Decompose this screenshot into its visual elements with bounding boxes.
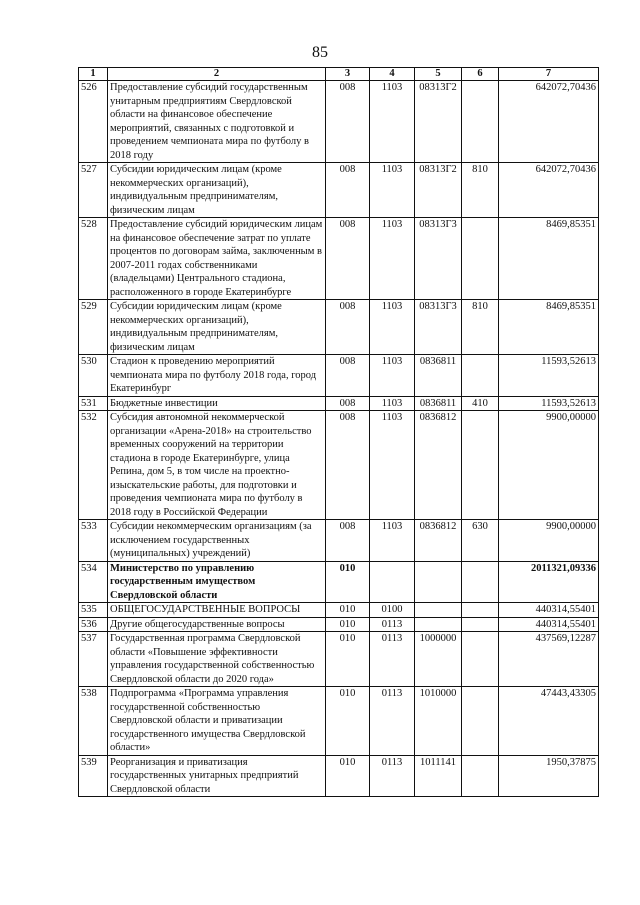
section-code: 1103 [370,396,415,411]
row-name: Государственная программа Свердловской области «Повышение эффективности управления государственной собственностью Свердловской области до 2020 года» [108,632,326,687]
col-header-2: 2 [108,68,326,81]
target-article-code: 0836811 [415,396,462,411]
target-article-code: 1011141 [415,755,462,797]
row-amount: 440314,55401 [499,617,599,632]
section-code: 0113 [370,755,415,797]
target-article-code: 08313Г3 [415,300,462,355]
col-header-6: 6 [462,68,499,81]
expense-type-code [462,81,499,163]
target-article-code: 0836812 [415,411,462,520]
target-article-code: 08313Г2 [415,81,462,163]
row-number: 529 [79,300,108,355]
table-row [79,218,599,300]
row-number: 531 [79,396,108,411]
row-amount: 11593,52613 [499,396,599,411]
row-number: 536 [79,617,108,632]
expense-type-code [462,617,499,632]
target-article-code: 1010000 [415,687,462,756]
row-amount: 8469,85351 [499,218,599,300]
table-row [79,163,599,218]
header-row [79,68,599,81]
ministry-code: 008 [326,163,370,218]
target-article-code: 08313Г3 [415,218,462,300]
ministry-code: 010 [326,632,370,687]
expense-type-code [462,687,499,756]
row-name: Субсидии юридическим лицам (кроме некоммерческих организаций), индивидуальным предпринимателям, физическим лицам [108,300,326,355]
row-name: Реорганизация и приватизация государственных унитарных предприятий Свердловской области [108,755,326,797]
row-amount: 47443,43305 [499,687,599,756]
row-number: 534 [79,561,108,603]
row-amount: 11593,52613 [499,355,599,397]
ministry-code: 010 [326,561,370,603]
ministry-code: 010 [326,755,370,797]
row-amount: 9900,00000 [499,411,599,520]
ministry-code: 008 [326,300,370,355]
row-name: Субсидия автономной некоммерческой организации «Арена-2018» на строительство временных сооружений на территории стадиона в городе Екатеринбурге, улица Репина, дом 5, в том числе на проектно-изыскательские работы, для подготовки и проведения чемпионата мира по футболу в 2018 году в Российской Федерации [108,411,326,520]
row-name: Стадион к проведению мероприятий чемпионата мира по футболу 2018 года, город Екатеринбург [108,355,326,397]
section-code: 1103 [370,520,415,562]
row-number: 530 [79,355,108,397]
row-number: 538 [79,687,108,756]
section-code: 0113 [370,687,415,756]
row-amount: 437569,12287 [499,632,599,687]
row-name: Бюджетные инвестиции [108,396,326,411]
section-code: 1103 [370,411,415,520]
section-code: 1103 [370,300,415,355]
expense-type-code: 810 [462,163,499,218]
col-header-1: 1 [79,68,108,81]
expense-type-code [462,561,499,603]
expense-type-code: 410 [462,396,499,411]
section-code: 0113 [370,632,415,687]
row-number: 532 [79,411,108,520]
ministry-code: 008 [326,218,370,300]
row-name: Предоставление субсидий государственным унитарным предприятиям Свердловской области на финансовое обеспечение мероприятий, связанных с подготовкой и проведением чемпионата мира по футболу в 2018 году [108,81,326,163]
table-row [79,396,599,411]
row-number: 539 [79,755,108,797]
col-header-7: 7 [499,68,599,81]
expense-type-code [462,632,499,687]
section-code: 1103 [370,355,415,397]
row-amount: 9900,00000 [499,520,599,562]
ministry-code: 010 [326,603,370,618]
row-amount: 440314,55401 [499,603,599,618]
row-number: 537 [79,632,108,687]
target-article-code: 1000000 [415,632,462,687]
target-article-code [415,603,462,618]
col-header-5: 5 [415,68,462,81]
row-number: 535 [79,603,108,618]
target-article-code: 0836811 [415,355,462,397]
table-row [79,617,599,632]
row-name: Субсидии юридическим лицам (кроме некоммерческих организаций), индивидуальным предпринимателям, физическим лицам [108,163,326,218]
row-number: 528 [79,218,108,300]
expense-type-code: 630 [462,520,499,562]
row-amount: 642072,70436 [499,163,599,218]
col-header-3: 3 [326,68,370,81]
section-code: 1103 [370,163,415,218]
row-amount: 8469,85351 [499,300,599,355]
section-code: 1103 [370,218,415,300]
ministry-code: 010 [326,687,370,756]
table-row [79,632,599,687]
table-row [79,603,599,618]
target-article-code: 0836812 [415,520,462,562]
section-code: 0113 [370,617,415,632]
row-name: Субсидии некоммерческим организациям (за исключением государственных (муниципальных) учреждений) [108,520,326,562]
table-row [79,355,599,397]
page-number: 85 [312,44,328,61]
table-row [79,81,599,163]
row-amount: 1950,37875 [499,755,599,797]
row-amount: 642072,70436 [499,81,599,163]
row-number: 526 [79,81,108,163]
row-number: 533 [79,520,108,562]
expense-type-code [462,355,499,397]
ministry-code: 008 [326,355,370,397]
table-row [79,561,599,603]
expense-type-code: 810 [462,300,499,355]
section-code [370,561,415,603]
expense-type-code [462,411,499,520]
ministry-code: 010 [326,617,370,632]
table-row [79,687,599,756]
expense-type-code [462,603,499,618]
row-name: Подпрограмма «Программа управления государственной собственностью Свердловской области и приватизации государственного имущества Свердловской области» [108,687,326,756]
ministry-code: 008 [326,396,370,411]
row-name: Министерство по управлению государственным имуществом Свердловской области [108,561,326,603]
section-code: 0100 [370,603,415,618]
table-row [79,755,599,797]
ministry-code: 008 [326,520,370,562]
row-amount: 2011321,09336 [499,561,599,603]
section-code: 1103 [370,81,415,163]
col-header-4: 4 [370,68,415,81]
ministry-code: 008 [326,411,370,520]
ministry-code: 008 [326,81,370,163]
expense-type-code [462,755,499,797]
row-name: Предоставление субсидий юридическим лицам на финансовое обеспечение затрат по уплате процентов по договорам займа, заключенным в 2007-2011 годах собственниками (владельцами) Центрального стадиона, расположенного в городе Екатеринбурге [108,218,326,300]
target-article-code [415,617,462,632]
table-row [79,520,599,562]
row-name: ОБЩЕГОСУДАРСТВЕННЫЕ ВОПРОСЫ [108,603,326,618]
budget-table [78,67,599,797]
target-article-code [415,561,462,603]
expense-type-code [462,218,499,300]
table-row [79,300,599,355]
target-article-code: 08313Г2 [415,163,462,218]
row-number: 527 [79,163,108,218]
table-row [79,411,599,520]
row-name: Другие общегосударственные вопросы [108,617,326,632]
